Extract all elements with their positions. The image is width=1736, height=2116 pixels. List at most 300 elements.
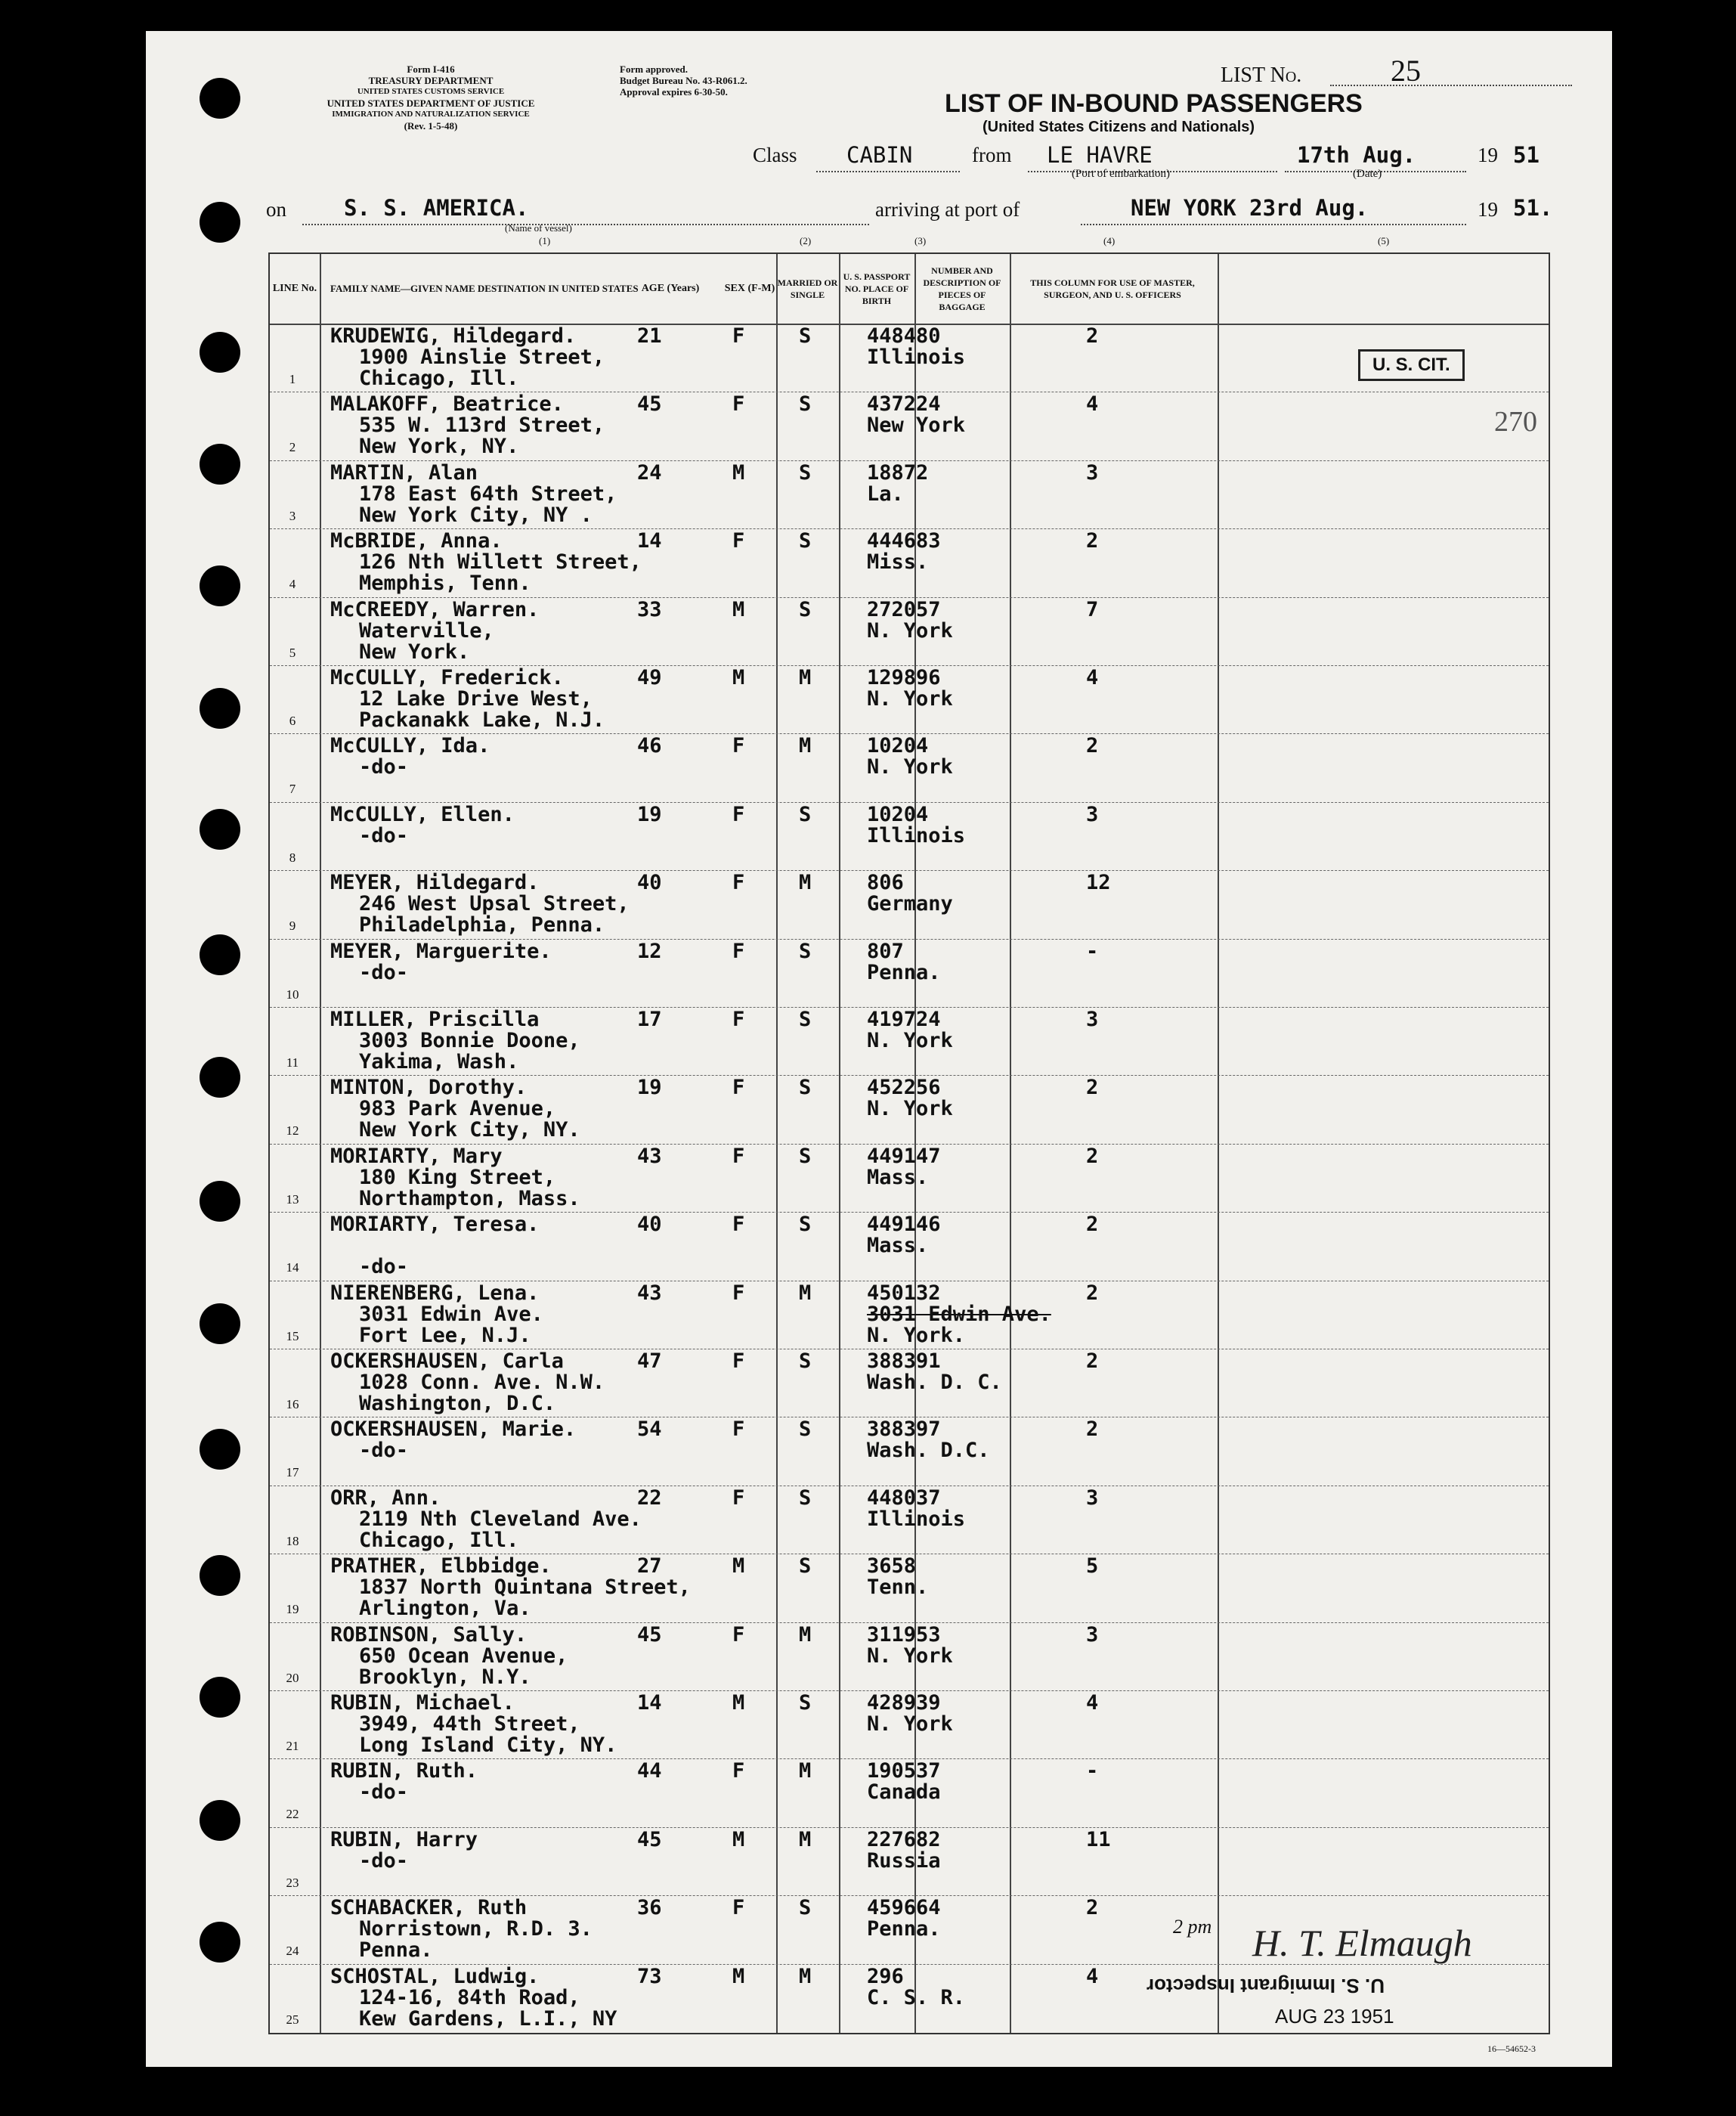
binder-hole [200, 78, 240, 119]
address-line-1: -do- [359, 823, 409, 847]
sex-value: F [732, 1281, 745, 1305]
line-number: 16 [286, 1397, 299, 1411]
binder-hole [200, 688, 240, 729]
baggage-count: 3 [1086, 1622, 1099, 1647]
passenger-name: McCULLY, Ellen. [330, 802, 515, 826]
underline [1330, 85, 1572, 86]
approval-block [620, 64, 747, 98]
age-value: 22 [637, 1486, 662, 1510]
address-line-1: 124-16, 84th Road, [359, 1985, 580, 2009]
passport-number: 10204 [867, 802, 929, 826]
revision: (Rev. 1-5-48) [404, 120, 458, 132]
address-line-2: Penna. [359, 1938, 433, 1963]
age-value: 33 [637, 597, 662, 621]
sex-value: F [732, 939, 745, 963]
passport-number: 18872 [867, 460, 929, 485]
passport-number: 419724 [867, 1008, 941, 1031]
passport-number: 449146 [867, 1213, 941, 1237]
header-age: AGE (Years) [641, 283, 700, 294]
table-row [270, 1827, 1549, 1896]
line-number: 4 [289, 577, 296, 592]
sex-value: F [732, 1896, 745, 1920]
baggage-count: 7 [1086, 597, 1099, 621]
passport-number: 444683 [867, 529, 941, 553]
sex-value: F [732, 324, 745, 348]
baggage-count: 4 [1086, 1964, 1099, 1988]
birthplace-extra: N. York. [867, 1323, 966, 1347]
address-line-1: 3003 Bonnie Doone, [359, 1029, 580, 1052]
passport-number: 3658 [867, 1554, 917, 1578]
birthplace: N. York [867, 755, 953, 779]
marital-status: M [799, 871, 812, 895]
passport-number: 449147 [867, 1144, 941, 1168]
address-line-1: Waterville, [359, 618, 494, 643]
passport-number: 129896 [867, 666, 941, 689]
line-number: 6 [289, 714, 296, 728]
line-number: 20 [286, 1670, 299, 1685]
line-number: 5 [289, 645, 296, 660]
marital-status: S [799, 460, 812, 485]
passport-number: 437224 [867, 392, 941, 417]
baggage-count: 12 [1086, 871, 1111, 895]
marital-status: S [799, 802, 812, 826]
address-line-2: Arlington, Va. [359, 1597, 531, 1621]
address-line-2: Chicago, Ill. [359, 1528, 519, 1552]
marital-status: M [799, 1622, 812, 1647]
birthplace: Illinois [867, 1507, 966, 1531]
line-number: 22 [286, 1807, 299, 1822]
port-caption: (Port of embarkation) [1072, 168, 1170, 180]
line-number: 17 [286, 1465, 299, 1480]
col5-caption: (5) [1378, 235, 1390, 246]
passport-number: 10204 [867, 734, 929, 758]
marital-status: S [799, 324, 812, 348]
form-approved: Form approved. [620, 64, 689, 75]
binder-hole [200, 809, 240, 850]
address-line-1: 1900 Ainslie Street, [359, 345, 605, 369]
baggage-count: 2 [1086, 1349, 1099, 1373]
sex-value: F [732, 529, 745, 553]
birthplace: Wash. D. C. [867, 1371, 1002, 1394]
on-label: on [266, 198, 286, 221]
marital-status: S [799, 1144, 812, 1168]
sex-value: F [732, 1008, 745, 1031]
sex-value: F [732, 392, 745, 417]
binder-hole [200, 332, 240, 373]
header-passport: U. S. PASSPORT NO. PLACE OF BIRTH [843, 271, 911, 306]
sex-value: F [732, 1622, 745, 1647]
date-caption: (Date) [1353, 168, 1382, 180]
binder-hole [200, 1303, 240, 1344]
address-line-2: New York City, NY. [359, 1118, 580, 1142]
table-row [270, 1349, 1549, 1417]
passenger-name: MEYER, Marguerite. [330, 939, 552, 963]
birthplace: N. York [867, 687, 953, 711]
table-row [270, 528, 1549, 597]
birthplace: N. York [867, 1712, 953, 1736]
vessel-caption: (Name of vessel) [505, 222, 572, 234]
address-line-1: -do- [359, 1439, 409, 1463]
passenger-table [268, 252, 1550, 2034]
address-line-1: 1028 Conn. Ave. N.W. [359, 1371, 605, 1394]
budget-bureau: Budget Bureau No. 43-R061.2. [620, 75, 747, 86]
passenger-name: ORR, Ann. [330, 1486, 441, 1510]
age-value: 19 [637, 1076, 662, 1100]
baggage-count: 2 [1086, 1417, 1099, 1442]
arrival-value: NEW YORK 23rd Aug. [1131, 195, 1369, 221]
sex-value: F [732, 1349, 745, 1373]
sex-value: F [732, 1213, 745, 1237]
baggage-count: 2 [1086, 1213, 1099, 1237]
table-row [270, 392, 1549, 460]
binder-hole [200, 1677, 240, 1718]
age-value: 40 [637, 1213, 662, 1237]
table-row [270, 1622, 1549, 1691]
line-number: 24 [286, 1944, 299, 1959]
birthplace: N. York [867, 1029, 953, 1052]
line-number: 1 [289, 372, 296, 386]
binder-hole [200, 1057, 240, 1098]
justice-dept: UNITED STATES DEPARTMENT OF JUSTICE [326, 98, 535, 109]
age-value: 49 [637, 666, 662, 689]
baggage-count: 2 [1086, 529, 1099, 553]
line-number: 14 [286, 1260, 299, 1275]
passenger-name: MALAKOFF, Beatrice. [330, 392, 564, 417]
marital-status: S [799, 392, 812, 417]
age-value: 21 [637, 324, 662, 348]
marital-status: S [799, 529, 812, 553]
birthplace: Germany [867, 892, 953, 916]
sex-value: M [732, 1554, 745, 1578]
col2-caption: (2) [800, 235, 812, 246]
birthplace: Miss. [867, 550, 929, 575]
address-line-2: Long Island City, NY. [359, 1733, 617, 1757]
passenger-name: SCHABACKER, Ruth [330, 1896, 528, 1920]
age-value: 27 [637, 1554, 662, 1578]
sex-value: M [732, 597, 745, 621]
header-baggage: NUMBER AND DESCRIPTION OF PIECES OF BAGGAGE [923, 265, 1001, 312]
header-married: MARRIED OR SINGLE [777, 277, 838, 300]
address-line-2: Brooklyn, N.Y. [359, 1665, 531, 1689]
passport-number: 227682 [867, 1827, 941, 1851]
birthplace: Wash. D.C. [867, 1439, 990, 1463]
passport-number: 190537 [867, 1759, 941, 1783]
marital-status: S [799, 1554, 812, 1578]
sex-value: F [732, 1076, 745, 1100]
marital-status: S [799, 1691, 812, 1715]
sex-value: F [732, 1417, 745, 1442]
line-number: 12 [286, 1123, 299, 1139]
line-number: 19 [286, 1602, 299, 1617]
address-line-1: 2119 Nth Cleveland Ave. [359, 1507, 642, 1531]
address-line-1: -do- [359, 1780, 409, 1805]
inspector-stamp: U. S. Immigrant Inspector [1147, 1975, 1385, 1997]
address-line-1: 126 Nth Willett Street, [359, 550, 642, 575]
address-line-2: Yakima, Wash. [359, 1050, 519, 1073]
age-value: 17 [637, 1008, 662, 1031]
marital-status: S [799, 1349, 812, 1373]
binder-hole [200, 202, 240, 243]
marital-status: S [799, 1486, 812, 1510]
binder-hole [200, 934, 240, 975]
address-line-1: -do- [359, 960, 409, 984]
baggage-count: 2 [1086, 1144, 1099, 1168]
passenger-name: SCHOSTAL, Ludwig. [330, 1964, 540, 1988]
passport-number: 272057 [867, 597, 941, 621]
line-number: 23 [286, 1875, 299, 1890]
address-line-1: -do- [359, 1848, 409, 1873]
address-line-1: 246 West Upsal Street, [359, 892, 630, 916]
table-row [270, 939, 1549, 1008]
birthplace: N. York [867, 618, 953, 643]
address-line-2: Fort Lee, N.J. [359, 1323, 531, 1347]
passport-number: 452256 [867, 1076, 941, 1100]
passport-number: 807 [867, 939, 904, 963]
line-number: 13 [286, 1191, 299, 1207]
address-line-1: 3949, 44th Street, [359, 1712, 580, 1736]
table-row [270, 1144, 1549, 1213]
address-line-1: Norristown, R.D. 3. [359, 1917, 593, 1941]
baggage-count: 4 [1086, 392, 1099, 417]
passport-number: 428939 [867, 1691, 941, 1715]
age-value: 54 [637, 1417, 662, 1442]
passenger-name: MINTON, Dorothy. [330, 1076, 528, 1100]
birthplace: N. York [867, 1644, 953, 1668]
passenger-name: RUBIN, Michael. [330, 1691, 515, 1715]
table-row [270, 870, 1549, 939]
marital-status: S [799, 1008, 812, 1031]
address-line-1: -do- [359, 755, 409, 779]
sex-value: F [732, 1144, 745, 1168]
table-row [270, 802, 1549, 871]
arrival-year-value: 51. [1513, 195, 1553, 221]
age-value: 45 [637, 1622, 662, 1647]
age-value: 47 [637, 1349, 662, 1373]
passenger-name: ROBINSON, Sally. [330, 1622, 528, 1647]
header-officers: THIS COLUMN FOR USE OF MASTER, SURGEON, AND U. S. OFFICERS [1030, 277, 1195, 300]
address-line-1: 535 W. 113rd Street, [359, 414, 605, 438]
baggage-count: 11 [1086, 1827, 1111, 1851]
sex-value: M [732, 1691, 745, 1715]
table-row [270, 1486, 1549, 1554]
line-number: 10 [286, 987, 299, 1002]
baggage-count: 2 [1086, 1076, 1099, 1100]
address-line-1: 180 King Street, [359, 1165, 556, 1189]
baggage-count: 4 [1086, 1691, 1099, 1715]
baggage-count: 5 [1086, 1554, 1099, 1578]
birthplace: Penna. [867, 1917, 941, 1941]
birthplace: New York [867, 414, 966, 438]
address-line-1: 1837 North Quintana Street, [359, 1575, 691, 1600]
passport-number: 296 [867, 1964, 904, 1988]
baggage-count: 4 [1086, 666, 1099, 689]
line-number: 18 [286, 1533, 299, 1548]
passport-number: 448037 [867, 1486, 941, 1510]
passenger-name: MEYER, Hildegard. [330, 871, 540, 895]
line-number: 7 [289, 782, 296, 797]
us-citizen-stamp: U. S. CIT. [1358, 349, 1465, 381]
age-value: 36 [637, 1896, 662, 1920]
binder-hole [200, 1922, 240, 1963]
age-value: 43 [637, 1144, 662, 1168]
binder-hole [200, 1555, 240, 1596]
signature-time: 2 pm [1173, 1916, 1212, 1938]
passport-number: 388391 [867, 1349, 941, 1373]
arriving-label: arriving at port of [875, 198, 1020, 221]
line-number: 2 [289, 440, 296, 455]
col3-caption: (3) [914, 235, 927, 246]
age-value: 46 [637, 734, 662, 758]
passenger-name: KRUDEWIG, Hildegard. [330, 324, 577, 348]
underline [302, 224, 869, 225]
sex-value: F [732, 1486, 745, 1510]
sex-value: F [732, 871, 745, 895]
binder-hole [200, 444, 240, 485]
header-line-no: LINE No. [272, 283, 317, 294]
binder-hole [200, 1181, 240, 1222]
age-value: 44 [637, 1759, 662, 1783]
passenger-name: MORIARTY, Mary [330, 1144, 503, 1168]
age-value: 19 [637, 802, 662, 826]
marital-status: S [799, 939, 812, 963]
table-row [270, 1690, 1549, 1759]
marital-status: S [799, 1417, 812, 1442]
page-title: LIST OF IN-BOUND PASSENGERS [945, 89, 1363, 118]
form-number: Form I-416 [407, 64, 455, 75]
marital-status: M [799, 666, 812, 689]
table-row [270, 1554, 1549, 1622]
age-value: 12 [637, 939, 662, 963]
baggage-count: 2 [1086, 324, 1099, 348]
marital-status: M [799, 1759, 812, 1783]
marital-status: M [799, 1827, 812, 1851]
table-row [270, 733, 1549, 802]
marital-status: S [799, 1896, 812, 1920]
sex-value: F [732, 1759, 745, 1783]
address-line-1: 3031 Edwin Ave. [359, 1302, 543, 1326]
passenger-name: OCKERSHAUSEN, Marie. [330, 1417, 577, 1442]
baggage-count: 3 [1086, 802, 1099, 826]
treasury-dept: TREASURY DEPARTMENT [368, 75, 494, 86]
col4-caption: (4) [1103, 235, 1116, 246]
header-sex: SEX (F-M) [724, 283, 775, 294]
line-number: 21 [286, 1739, 299, 1753]
birthplace: Canada [867, 1780, 941, 1805]
passport-number: 448480 [867, 324, 941, 348]
sex-value: M [732, 460, 745, 485]
year-prefix: 19 [1478, 144, 1498, 166]
margin-number: 270 [1494, 406, 1537, 438]
list-no-value: 25 [1391, 54, 1421, 88]
age-value: 24 [637, 460, 662, 485]
passenger-name: MORIARTY, Teresa. [330, 1213, 540, 1237]
binder-hole [200, 1800, 240, 1841]
address-line-2: New York. [359, 640, 470, 664]
address-line-2: Philadelphia, Penna. [359, 913, 605, 937]
vessel-value: S. S. AMERICA. [344, 195, 529, 221]
birthplace: La. [867, 482, 904, 506]
marital-status: M [799, 1281, 812, 1305]
col1-caption: (1) [539, 235, 551, 246]
sex-value: M [732, 1964, 745, 1988]
arrival-year-prefix: 19 [1478, 198, 1498, 221]
address-line-1: 12 Lake Drive West, [359, 687, 593, 711]
table-row [270, 460, 1549, 529]
birthplace: Illinois [867, 823, 966, 847]
baggage-count: - [1086, 1759, 1099, 1783]
birthplace: 3031 Edwin Ave. [867, 1302, 1051, 1326]
baggage-count: 3 [1086, 1486, 1099, 1510]
address-line-2: Washington, D.C. [359, 1392, 556, 1415]
birthplace: Mass. [867, 1234, 929, 1258]
underline [1081, 224, 1466, 225]
line-number: 9 [289, 919, 296, 934]
passenger-name: MILLER, Priscilla [330, 1008, 540, 1031]
underline [816, 171, 960, 172]
age-value: 43 [637, 1281, 662, 1305]
address-line-2: Northampton, Mass. [359, 1186, 580, 1210]
address-line-2: Chicago, Ill. [359, 367, 519, 390]
passenger-name: RUBIN, Ruth. [330, 1759, 478, 1783]
class-label: Class [753, 144, 797, 166]
address-line-1: 983 Park Avenue, [359, 1097, 556, 1121]
address-line-1: 178 East 64th Street, [359, 482, 617, 506]
passport-number: 311953 [867, 1622, 941, 1647]
baggage-count: 3 [1086, 1008, 1099, 1031]
page-subtitle: (United States Citizens and Nationals) [982, 119, 1255, 135]
marital-status: M [799, 734, 812, 758]
passenger-name: RUBIN, Harry [330, 1827, 478, 1851]
ins-service: IMMIGRATION AND NATURALIZATION SERVICE [332, 110, 530, 119]
marital-status: S [799, 597, 812, 621]
table-row [270, 665, 1549, 734]
table-row [270, 1281, 1549, 1349]
marital-status: M [799, 1964, 812, 1988]
sex-value: F [732, 734, 745, 758]
age-value: 14 [637, 529, 662, 553]
table-row [270, 1007, 1549, 1076]
year-value: 51 [1513, 142, 1540, 168]
address-line-2: Kew Gardens, L.I., NY [359, 2006, 617, 2031]
binder-hole [200, 565, 240, 606]
table-row [270, 1075, 1549, 1144]
inspection-date-stamp: AUG 23 1951 [1275, 2005, 1394, 2028]
marital-status: S [799, 1213, 812, 1237]
footer-code: 16—54652-3 [1487, 2043, 1536, 2054]
binder-hole [200, 1429, 240, 1470]
baggage-count: 2 [1086, 1896, 1099, 1920]
passenger-name: McCULLY, Ida. [330, 734, 490, 758]
address-line-2: Memphis, Tenn. [359, 572, 531, 596]
birthplace: Tenn. [867, 1575, 929, 1600]
birthplace: Mass. [867, 1165, 929, 1189]
customs-service: UNITED STATES CUSTOMS SERVICE [357, 87, 505, 96]
address-line-2: Packanakk Lake, N.J. [359, 708, 605, 732]
age-value: 73 [637, 1964, 662, 1988]
inspector-signature: H. T. Elmaugh [1252, 1922, 1472, 1964]
marital-status: S [799, 1076, 812, 1100]
table-row [270, 324, 1549, 392]
header-name: FAMILY NAME—GIVEN NAME DESTINATION IN UNITED STATES [330, 283, 639, 294]
passenger-name: McCULLY, Frederick. [330, 666, 564, 689]
table-row [270, 1758, 1549, 1827]
line-number: 3 [289, 508, 296, 523]
form-agency-block [272, 64, 589, 132]
birthplace: Russia [867, 1848, 941, 1873]
list-no-label: LIST No. [1221, 64, 1302, 87]
address-line-2: New York City, NY . [359, 503, 593, 527]
passenger-name: PRATHER, Elbbidge. [330, 1554, 552, 1578]
